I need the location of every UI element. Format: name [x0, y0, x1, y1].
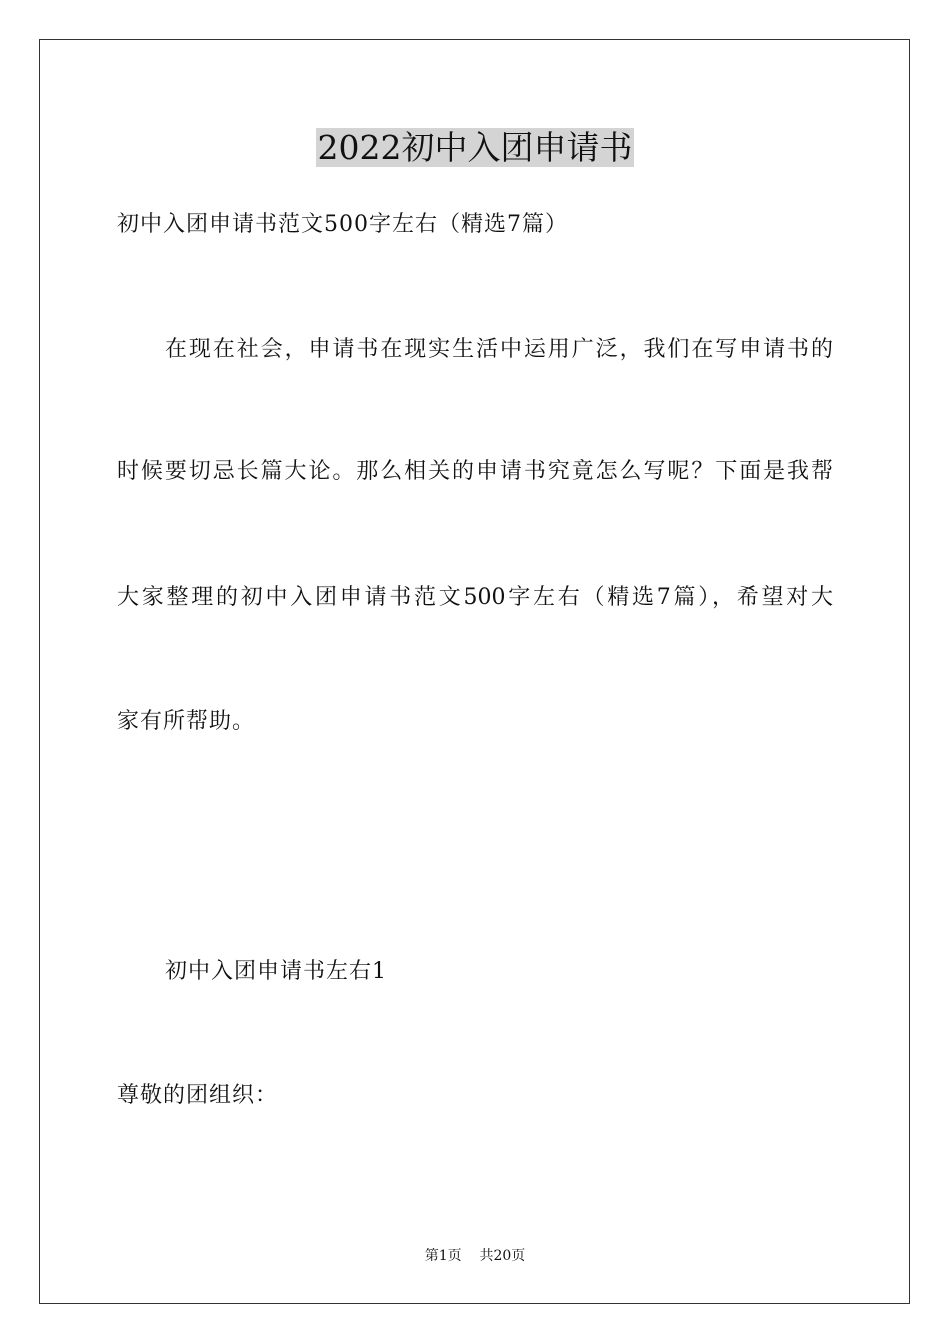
page-number-footer: 第1页 共20页 [424, 1248, 526, 1264]
salutation: 尊敬的团组织： [117, 1083, 279, 1108]
document-title [0, 126, 950, 170]
intro-paragraph-line-2: 时候要切忌长篇大论。那么相关的申请书究竟怎么写呢？下面是我帮 [117, 459, 833, 484]
section-heading: 初中入团申请书左右1 [165, 959, 387, 984]
intro-paragraph-line-3: 大家整理的初中入团申请书范文500字左右（精选7篇），希望对大 [117, 585, 833, 610]
document-subtitle: 初中入团申请书范文500字左右（精选7篇） [117, 212, 568, 237]
intro-paragraph-line-4: 家有所帮助。 [117, 709, 256, 734]
intro-paragraph-line-1: 在现在社会，申请书在现实生活中运用广泛，我们在写申请书的 [165, 337, 833, 362]
document-title-text: 2022初中入团申请书 [317, 128, 633, 167]
